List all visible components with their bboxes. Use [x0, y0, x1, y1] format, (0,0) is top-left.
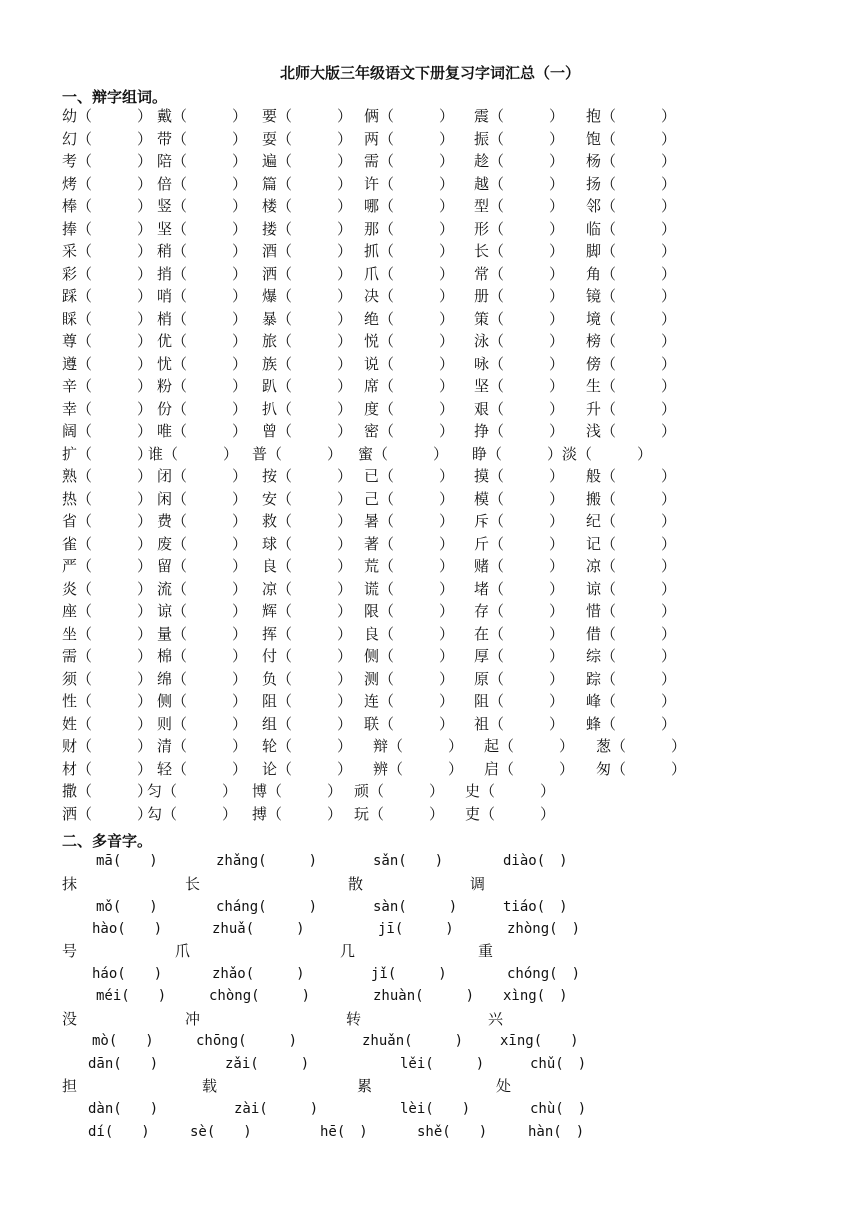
exercise-item: 坚（ ）: [474, 377, 565, 395]
exercise-item: 谅（ ）: [586, 579, 677, 598]
exercise-item: 堵（ ）: [474, 579, 565, 598]
exercise-item: 型（ ）: [474, 197, 565, 215]
pinyin-option: lěi( ): [400, 1056, 485, 1072]
exercise-item: 热（ ）: [62, 489, 153, 508]
exercise-item: 在（ ）: [474, 624, 565, 643]
pinyin-option: háo( ): [92, 966, 163, 982]
pinyin-option: zhòng( ): [507, 921, 581, 937]
exercise-item: 匆（ ）: [596, 759, 687, 778]
exercise-item: 勾（ ）: [147, 804, 238, 823]
exercise-item: 脚（ ）: [586, 242, 677, 260]
exercise-item: 幼（ ）: [62, 107, 153, 125]
polyphone-char: 爪: [175, 942, 191, 960]
exercise-item: 己（ ）: [364, 489, 455, 508]
exercise-item: 借（ ）: [586, 624, 677, 643]
polyphone-char: 兴: [488, 1010, 504, 1028]
exercise-item: 谎（ ）: [364, 579, 455, 598]
exercise-item: 严（ ）: [62, 557, 153, 575]
exercise-item: 带（ ）: [157, 129, 248, 148]
exercise-item: 泳（ ）: [474, 332, 565, 350]
exercise-item: 酒（ ）: [262, 242, 353, 260]
pinyin-option: dàn( ): [88, 1101, 159, 1117]
exercise-item: 旅（ ）: [262, 332, 353, 350]
polyphone-char: 累: [357, 1077, 373, 1095]
exercise-item: 临（ ）: [586, 219, 677, 238]
pinyin-option: jī( ): [378, 921, 454, 937]
exercise-item: 角（ ）: [586, 264, 677, 283]
section-heading-1: 一、辩字组词。: [62, 88, 168, 106]
exercise-item: 悦（ ）: [364, 332, 455, 350]
exercise-item: 需（ ）: [364, 152, 455, 170]
exercise-item: 阔（ ）: [62, 422, 153, 440]
exercise-item: 梢（ ）: [157, 309, 248, 328]
exercise-item: 按（ ）: [262, 467, 353, 485]
exercise-item: 匀（ ）: [147, 782, 238, 800]
exercise-item: 尊（ ）: [62, 332, 153, 350]
exercise-item: 轮（ ）: [262, 737, 353, 755]
polyphone-char: 重: [478, 942, 494, 960]
exercise-item: 震（ ）: [474, 107, 565, 125]
exercise-item: 坚（ ）: [157, 219, 248, 238]
exercise-item: 流（ ）: [157, 579, 248, 598]
exercise-item: 镜（ ）: [586, 287, 677, 305]
polyphone-char: 载: [202, 1077, 218, 1095]
exercise-item: 费（ ）: [157, 512, 248, 530]
exercise-item: 抱（ ）: [586, 107, 677, 125]
polyphone-char: 抹: [62, 875, 78, 893]
exercise-item: 踩（ ）: [62, 287, 153, 305]
exercise-item: 倍（ ）: [157, 174, 248, 193]
polyphone-char: 调: [470, 875, 486, 893]
exercise-item: 雀（ ）: [62, 534, 153, 553]
pinyin-option: sǎn( ): [373, 853, 444, 869]
exercise-item: 良（ ）: [262, 557, 353, 575]
pinyin-option: mò( ): [92, 1033, 154, 1049]
pinyin-option: diào( ): [503, 853, 568, 869]
pinyin-option: chòng( ): [209, 988, 311, 1004]
exercise-item: 淡（ ）: [562, 444, 653, 463]
exercise-item: 遍（ ）: [262, 152, 353, 170]
exercise-item: 艰（ ）: [474, 399, 565, 418]
exercise-item: 座（ ）: [62, 602, 153, 620]
exercise-item: 财（ ）: [62, 737, 153, 755]
exercise-item: 份（ ）: [157, 399, 248, 418]
exercise-item: 原（ ）: [474, 669, 565, 688]
exercise-item: 侧（ ）: [364, 647, 455, 665]
polyphone-char: 号: [62, 942, 78, 960]
exercise-item: 谅（ ）: [157, 602, 248, 620]
exercise-item: 需（ ）: [62, 647, 153, 665]
exercise-item: 陪（ ）: [157, 152, 248, 170]
exercise-item: 饱（ ）: [586, 129, 677, 148]
exercise-item: 模（ ）: [474, 489, 565, 508]
exercise-item: 性（ ）: [62, 692, 153, 710]
exercise-item: 吏（ ）: [465, 804, 556, 823]
exercise-item: 曾（ ）: [262, 422, 353, 440]
exercise-item: 境（ ）: [586, 309, 677, 328]
exercise-item: 蜂（ ）: [586, 714, 677, 733]
exercise-item: 唯（ ）: [157, 422, 248, 440]
exercise-item: 册（ ）: [474, 287, 565, 305]
exercise-item: 摸（ ）: [474, 467, 565, 485]
exercise-item: 暑（ ）: [364, 512, 455, 530]
exercise-item: 戴（ ）: [157, 107, 248, 125]
polyphone-char: 冲: [185, 1010, 201, 1028]
exercise-item: 阻（ ）: [474, 692, 565, 710]
exercise-item: 策（ ）: [474, 309, 565, 328]
exercise-item: 惜（ ）: [586, 602, 677, 620]
pinyin-option: cháng( ): [216, 899, 318, 915]
exercise-item: 坐（ ）: [62, 624, 153, 643]
exercise-item: 越（ ）: [474, 174, 565, 193]
exercise-item: 浅（ ）: [586, 422, 677, 440]
exercise-item: 省（ ）: [62, 512, 153, 530]
exercise-item: 幸（ ）: [62, 399, 153, 418]
exercise-item: 须（ ）: [62, 669, 153, 688]
pinyin-option: hào( ): [92, 921, 163, 937]
exercise-item: 存（ ）: [474, 602, 565, 620]
exercise-item: 洒（ ）: [62, 804, 153, 823]
exercise-item: 捎（ ）: [157, 264, 248, 283]
polyphone-char: 几: [340, 942, 356, 960]
exercise-item: 邻（ ）: [586, 197, 677, 215]
exercise-item: 姓（ ）: [62, 714, 153, 733]
exercise-item: 要（ ）: [262, 107, 353, 125]
exercise-item: 挥（ ）: [262, 624, 353, 643]
exercise-item: 遵（ ）: [62, 354, 153, 373]
exercise-item: 清（ ）: [157, 737, 248, 755]
pinyin-option: mā( ): [96, 853, 158, 869]
exercise-item: 赌（ ）: [474, 557, 565, 575]
exercise-item: 搬（ ）: [586, 489, 677, 508]
exercise-item: 族（ ）: [262, 354, 353, 373]
exercise-item: 厚（ ）: [474, 647, 565, 665]
exercise-item: 趴（ ）: [262, 377, 353, 395]
exercise-item: 粉（ ）: [157, 377, 248, 395]
exercise-item: 量（ ）: [157, 624, 248, 643]
exercise-item: 耍（ ）: [262, 129, 353, 148]
exercise-item: 密（ ）: [364, 422, 455, 440]
exercise-item: 阻（ ）: [262, 692, 353, 710]
pinyin-option: dān( ): [88, 1056, 159, 1072]
pinyin-option: méi( ): [96, 988, 167, 1004]
pinyin-option: xìng( ): [503, 988, 568, 1004]
exercise-item: 葱（ ）: [596, 737, 687, 755]
exercise-item: 搂（ ）: [262, 219, 353, 238]
exercise-item: 席（ ）: [364, 377, 455, 395]
polyphone-char: 散: [348, 875, 364, 893]
exercise-item: 烤（ ）: [62, 174, 153, 193]
exercise-item: 爪（ ）: [364, 264, 455, 283]
pinyin-option: hē( ): [320, 1124, 368, 1140]
exercise-item: 顽（ ）: [354, 782, 445, 800]
exercise-item: 趁（ ）: [474, 152, 565, 170]
exercise-item: 捧（ ）: [62, 219, 153, 238]
exercise-item: 炎（ ）: [62, 579, 153, 598]
exercise-item: 凉（ ）: [586, 557, 677, 575]
exercise-item: 谁（ ）: [148, 444, 239, 463]
exercise-item: 负（ ）: [262, 669, 353, 688]
exercise-item: 扬（ ）: [586, 174, 677, 193]
exercise-item: 振（ ）: [474, 129, 565, 148]
pinyin-option: dí( ): [88, 1124, 150, 1140]
exercise-item: 则（ ）: [157, 714, 248, 733]
exercise-item: 斥（ ）: [474, 512, 565, 530]
pinyin-option: chōng( ): [196, 1033, 298, 1049]
exercise-item: 绵（ ）: [157, 669, 248, 688]
exercise-item: 玩（ ）: [354, 804, 445, 823]
pinyin-option: tiáo( ): [503, 899, 568, 915]
exercise-item: 睁（ ）: [472, 444, 563, 463]
exercise-item: 祖（ ）: [474, 714, 565, 733]
exercise-item: 绝（ ）: [364, 309, 455, 328]
exercise-item: 暴（ ）: [262, 309, 353, 328]
exercise-item: 闭（ ）: [157, 467, 248, 485]
exercise-item: 般（ ）: [586, 467, 677, 485]
exercise-item: 决（ ）: [364, 287, 455, 305]
exercise-item: 常（ ）: [474, 264, 565, 283]
pinyin-option: zhuǎn( ): [362, 1033, 464, 1049]
exercise-item: 哪（ ）: [364, 197, 455, 215]
exercise-item: 彩（ ）: [62, 264, 153, 283]
polyphone-char: 担: [62, 1077, 78, 1095]
exercise-item: 杨（ ）: [586, 152, 677, 170]
pinyin-option: shě( ): [417, 1124, 488, 1140]
pinyin-option: zhuàn( ): [373, 988, 475, 1004]
section-heading-2: 二、多音字。: [62, 832, 153, 850]
exercise-item: 史（ ）: [465, 782, 556, 800]
exercise-item: 傍（ ）: [586, 354, 677, 373]
exercise-item: 良（ ）: [364, 624, 455, 643]
exercise-item: 普（ ）: [252, 444, 343, 463]
exercise-item: 榜（ ）: [586, 332, 677, 350]
exercise-item: 博（ ）: [252, 782, 343, 800]
exercise-item: 留（ ）: [157, 557, 248, 575]
pinyin-option: sàn( ): [373, 899, 458, 915]
exercise-item: 那（ ）: [364, 219, 455, 238]
exercise-item: 生（ ）: [586, 377, 677, 395]
exercise-item: 安（ ）: [262, 489, 353, 508]
exercise-item: 长（ ）: [474, 242, 565, 260]
exercise-item: 连（ ）: [364, 692, 455, 710]
exercise-item: 搏（ ）: [252, 804, 343, 823]
exercise-item: 论（ ）: [262, 759, 353, 778]
exercise-item: 挣（ ）: [474, 422, 565, 440]
exercise-item: 升（ ）: [586, 399, 677, 418]
exercise-item: 起（ ）: [484, 737, 575, 755]
pinyin-option: hàn( ): [528, 1124, 585, 1140]
polyphone-char: 长: [185, 875, 201, 893]
exercise-item: 辨（ ）: [373, 759, 464, 778]
exercise-item: 付（ ）: [262, 647, 353, 665]
exercise-item: 说（ ）: [364, 354, 455, 373]
exercise-item: 许（ ）: [364, 174, 455, 193]
polyphone-char: 没: [62, 1010, 78, 1028]
pinyin-option: mǒ( ): [96, 899, 158, 915]
pinyin-option: chǔ( ): [530, 1056, 587, 1072]
exercise-item: 救（ ）: [262, 512, 353, 530]
exercise-item: 荒（ ）: [364, 557, 455, 575]
exercise-item: 纪（ ）: [586, 512, 677, 530]
exercise-item: 两（ ）: [364, 129, 455, 148]
exercise-item: 俩（ ）: [364, 107, 455, 125]
exercise-item: 辛（ ）: [62, 377, 153, 395]
polyphone-char: 处: [496, 1077, 512, 1095]
exercise-item: 形（ ）: [474, 219, 565, 238]
pinyin-option: chù( ): [530, 1101, 587, 1117]
exercise-item: 启（ ）: [484, 759, 575, 778]
exercise-item: 洒（ ）: [262, 264, 353, 283]
exercise-item: 踪（ ）: [586, 669, 677, 688]
exercise-item: 材（ ）: [62, 759, 153, 778]
pinyin-option: zài( ): [234, 1101, 319, 1117]
polyphone-char: 转: [346, 1010, 362, 1028]
pinyin-option: sè( ): [190, 1124, 252, 1140]
exercise-item: 联（ ）: [364, 714, 455, 733]
exercise-item: 扒（ ）: [262, 399, 353, 418]
exercise-item: 棉（ ）: [157, 647, 248, 665]
exercise-item: 稍（ ）: [157, 242, 248, 260]
pinyin-option: zhuǎ( ): [212, 921, 305, 937]
exercise-item: 轻（ ）: [157, 759, 248, 778]
exercise-item: 采（ ）: [62, 242, 153, 260]
exercise-item: 睬（ ）: [62, 309, 153, 328]
exercise-item: 蜜（ ）: [358, 444, 449, 463]
pinyin-option: zhǎo( ): [212, 966, 305, 982]
exercise-item: 度（ ）: [364, 399, 455, 418]
exercise-item: 篇（ ）: [262, 174, 353, 193]
exercise-item: 忧（ ）: [157, 354, 248, 373]
exercise-item: 棒（ ）: [62, 197, 153, 215]
pinyin-option: zǎi( ): [225, 1056, 310, 1072]
pinyin-option: chóng( ): [507, 966, 581, 982]
exercise-item: 爆（ ）: [262, 287, 353, 305]
exercise-item: 幻（ ）: [62, 129, 153, 148]
exercise-item: 组（ ）: [262, 714, 353, 733]
pinyin-option: lèi( ): [400, 1101, 471, 1117]
exercise-item: 辩（ ）: [373, 737, 464, 755]
exercise-item: 撒（ ）: [62, 782, 153, 800]
exercise-item: 凉（ ）: [262, 579, 353, 598]
exercise-item: 已（ ）: [364, 467, 455, 485]
pinyin-option: zhǎng( ): [216, 853, 318, 869]
exercise-item: 抓（ ）: [364, 242, 455, 260]
exercise-item: 废（ ）: [157, 534, 248, 553]
exercise-item: 球（ ）: [262, 534, 353, 553]
exercise-item: 竖（ ）: [157, 197, 248, 215]
exercise-item: 扩（ ）: [62, 444, 153, 463]
exercise-item: 咏（ ）: [474, 354, 565, 373]
exercise-item: 考（ ）: [62, 152, 153, 170]
pinyin-option: xīng( ): [500, 1033, 579, 1049]
page-title: 北师大版三年级语文下册复习字词汇总（一）: [279, 64, 580, 82]
exercise-item: 楼（ ）: [262, 197, 353, 215]
exercise-item: 记（ ）: [586, 534, 677, 553]
exercise-item: 峰（ ）: [586, 692, 677, 710]
exercise-item: 侧（ ）: [157, 692, 248, 710]
exercise-item: 优（ ）: [157, 332, 248, 350]
exercise-item: 闲（ ）: [157, 489, 248, 508]
exercise-item: 测（ ）: [364, 669, 455, 688]
exercise-item: 斤（ ）: [474, 534, 565, 553]
exercise-item: 辉（ ）: [262, 602, 353, 620]
pinyin-option: jǐ( ): [371, 966, 447, 982]
exercise-item: 哨（ ）: [157, 287, 248, 305]
exercise-item: 著（ ）: [364, 534, 455, 553]
exercise-item: 综（ ）: [586, 647, 677, 665]
exercise-item: 限（ ）: [364, 602, 455, 620]
exercise-item: 熟（ ）: [62, 467, 153, 485]
